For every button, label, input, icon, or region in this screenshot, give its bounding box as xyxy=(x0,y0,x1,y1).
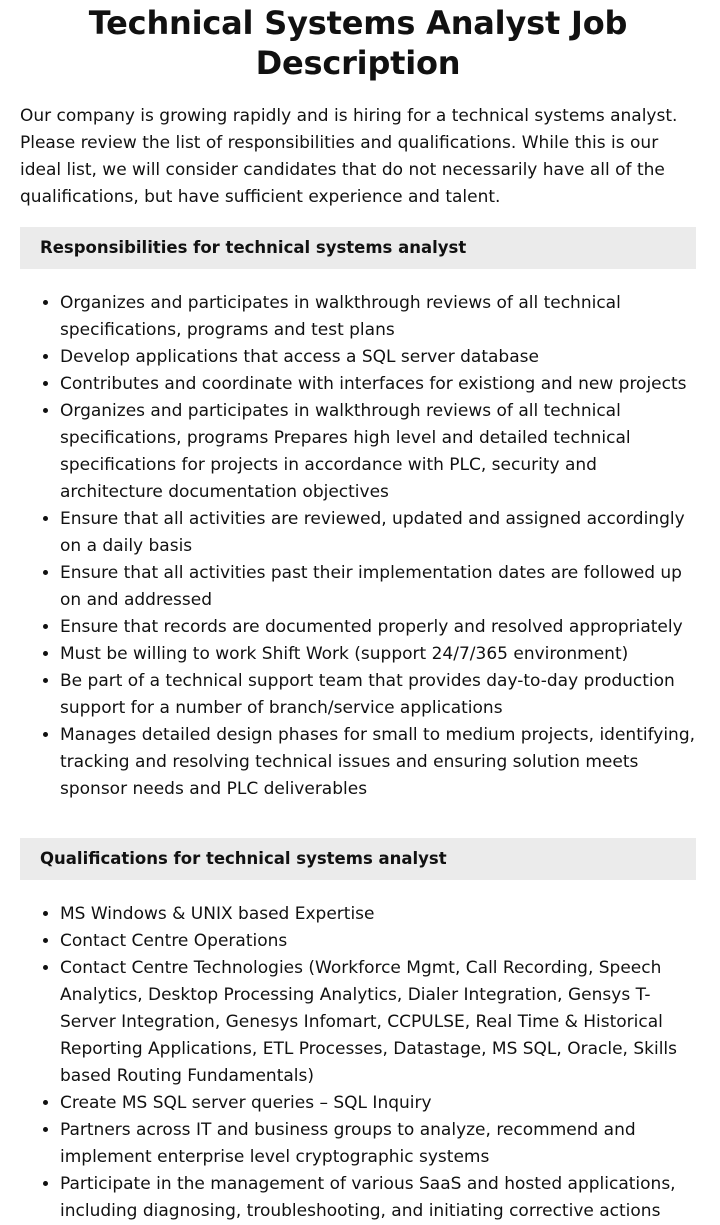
list-item: • Participate in the management of various SaaS and hosted applications, including diagnosing, troubleshooting, and initiating corrective actions xyxy=(60,1171,696,1225)
list-item: • Develop applications that access a SQL server database xyxy=(60,344,696,371)
list-item: • MS Windows & UNIX based Expertise xyxy=(60,901,696,928)
page-title: Technical Systems Analyst Job Description xyxy=(88,4,628,82)
qualifications-heading: Qualifications for technical systems analyst xyxy=(20,838,696,880)
responsibilities-list xyxy=(20,290,696,803)
list-item: • Contributes and coordinate with interfaces for existiong and new projects xyxy=(60,371,696,398)
list-item: • Ensure that records are documented properly and resolved appropriately xyxy=(60,614,696,641)
intro-paragraph: Our company is growing rapidly and is hiring for a technical systems analyst. Please review the list of responsibilities and qualifications. While this is our ideal list, we will consider candidates that do not necessarily have all of the qualifications, but have sufficient experience and talent. xyxy=(20,106,678,207)
list-item: • Organizes and participates in walkthrough reviews of all technical specifications, programs and test plans xyxy=(60,290,696,344)
list-item: • Manages detailed design phases for small to medium projects, identifying, tracking and resolving technical issues and ensuring solution meets sponsor needs and PLC deliverables xyxy=(60,722,696,803)
qualifications-list xyxy=(20,901,696,1225)
list-item: • Contact Centre Operations xyxy=(60,928,696,955)
list-item: • Must be willing to work Shift Work (support 24/7/365 environment) xyxy=(60,641,696,668)
list-item: • Create MS SQL server queries – SQL Inquiry xyxy=(60,1090,696,1117)
list-item: • Ensure that all activities past their implementation dates are followed up on and addressed xyxy=(60,560,696,614)
list-item: • Organizes and participates in walkthrough reviews of all technical specifications, programs Prepares high level and detailed technical specifications for projects in accordance with PLC, security and architecture documentation objectives xyxy=(60,398,696,506)
list-item: • Ensure that all activities are reviewed, updated and assigned accordingly on a daily basis xyxy=(60,506,696,560)
responsibilities-heading: Responsibilities for technical systems analyst xyxy=(20,227,696,269)
list-item: • Contact Centre Technologies (Workforce Mgmt, Call Recording, Speech Analytics, Desktop Processing Analytics, Dialer Integration, Gensys T-Server Integration, Genesys Infomart, CCPULSE, Real Time & Historical Reporting Applications, ETL Processes, Datastage, MS SQL, Oracle, Skills based Routing Fundamentals) xyxy=(60,955,696,1090)
list-item: • Partners across IT and business groups to analyze, recommend and implement enterprise level cryptographic systems xyxy=(60,1117,696,1171)
list-item: • Be part of a technical support team that provides day-to-day production support for a number of branch/service applications xyxy=(60,668,696,722)
